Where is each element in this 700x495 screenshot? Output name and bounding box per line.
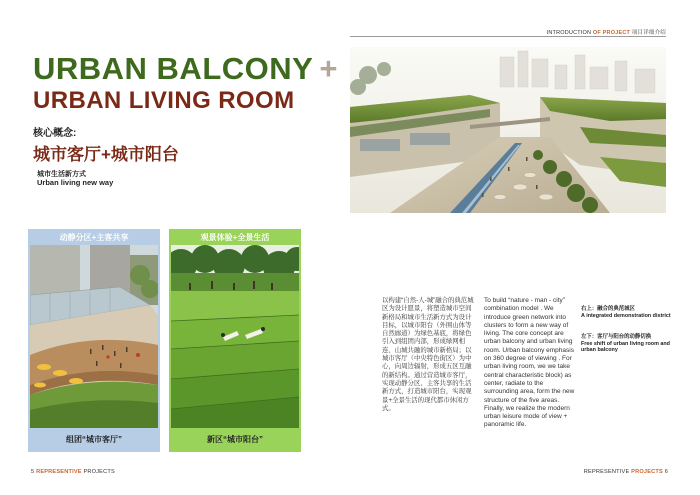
caption-top-right-cn: 右上：融合的典范城区 xyxy=(581,306,635,312)
core-concept-title: 城市客厅+城市阳台 xyxy=(33,145,179,164)
section-header xyxy=(547,28,666,36)
panel-left-bottom-label: 组团“城市客厅” xyxy=(66,435,122,444)
page-number-left: 5 xyxy=(31,469,35,475)
panel-urban-living-room xyxy=(28,229,160,452)
header-highlight: OF PROJECT xyxy=(592,30,631,36)
subtitle-en: Urban living new way xyxy=(37,178,114,187)
balcony-photo xyxy=(171,245,299,428)
body-text-cn: 以构建“自然-人-城”融合的典范城区为设计愿景，将塑造城市空间新格局和城市生活新方式为设计目标，以城市阳台（外围山体等自然廊道）为绿色基底，将绿色引入到组团内部，形成绿网相连、山城共融的城市新格局；以城市客厅（中央特色街区）为中心，向周边辐射，形成五区互融的新结构。通过营造城市客厅，实现动静分区、主客共享的生活新方式，打造城市阳台，实现观景+全景生活的现代都市休闲方式。 xyxy=(382,297,474,412)
footer-right xyxy=(584,469,668,475)
title-urban-balcony xyxy=(33,52,338,86)
hero-rendering xyxy=(350,47,666,213)
title-urban-living-room: URBAN LIVING ROOM xyxy=(33,87,295,114)
caption-bottom-left-cn: 左下：客厅与阳台的动静切换 xyxy=(581,334,652,340)
header-divider xyxy=(350,36,666,37)
panel-urban-balcony xyxy=(169,229,301,452)
panel-left-top-label: 动静分区+主客共享 xyxy=(59,233,129,242)
page-number-right: 6 xyxy=(664,469,668,475)
title-plus: + xyxy=(319,51,338,86)
panel-right-bottom-label: 新区“城市阳台” xyxy=(207,435,263,444)
footer-right-text: REPRESENTIVE xyxy=(583,469,632,475)
panel-right-top-label: 观景体验+全景生活 xyxy=(200,233,270,242)
body-text-en: To build “nature - man - city” combination model . We introduce green network into clusters to form a new way of living. The core concept are urban balcony and urban living room. Urban balcony emphasis on 360 degree of viewing . For urban living room, we we take central characteristic block) as center, radiate to the surrounding area, form the new structure of the five areas. Finally, we realize the modern urban leisure mode of view + panoramic life. xyxy=(484,297,575,429)
footer-right-projects: PROJECTS xyxy=(631,469,663,475)
caption-bottom-left xyxy=(581,334,673,354)
header-cn: 项目详细介绍 xyxy=(630,30,666,36)
living-room-photo xyxy=(30,245,158,428)
title-line1: URBAN BALCONY xyxy=(33,51,314,86)
caption-bottom-left-en: Free shift of urban living room and urban balcony xyxy=(581,340,670,354)
core-concept-label: 核心概念: xyxy=(33,128,77,139)
header-intro: INTRODUCTION xyxy=(546,30,593,36)
caption-top-right xyxy=(581,306,673,319)
footer-left xyxy=(31,469,115,475)
footer-left-projects: PROJECTS xyxy=(81,469,115,475)
subtitle-cn: 城市生活新方式 xyxy=(37,171,86,178)
caption-top-right-en: A integrated demonstration district xyxy=(581,312,671,319)
footer-left-text: REPRESENTIVE xyxy=(36,469,82,475)
